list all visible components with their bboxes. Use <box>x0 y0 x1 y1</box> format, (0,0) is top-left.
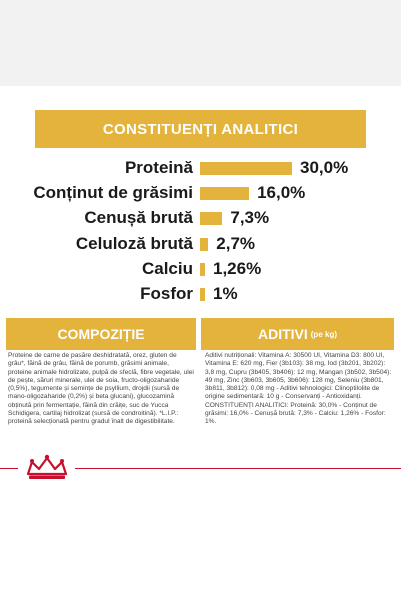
constituent-bar <box>200 238 208 251</box>
top-background <box>0 0 401 86</box>
constituent-bar <box>200 212 222 225</box>
additives-text: Aditivi nutriționali: Vitamina A: 30500 UI, Vitamina D3: 800 UI, Vitamina E: 620 mg, Fier (3b103): 38 mg, Iod (3b201, 3b202): 3,8 mg, Cupru (3b405, 3b406): 12 mg, Mangan (3b502, 3b504): 49 mg, Zinc (3b603, 3b605, 3b606): 128 mg, Seleniu (3b801, 3b811, 3b812): 0,08 mg - Aditivi tehnologici: Clinoptilolite de origine sedimentară: 10 g - Conservanți - Antioxidanți. CONSTITUENȚI ANALITICI: Proteină: 30,0% - Conținut de grăsimi: 16,0% - Cenușă brută: 7,3% - Calciu: 1,26% - Fosfor: 1%. <box>205 352 392 426</box>
constituent-value: 30,0% <box>300 158 349 177</box>
constituent-row <box>0 206 401 230</box>
constituent-row <box>0 257 401 281</box>
constituent-bar <box>200 162 292 175</box>
constituent-bar <box>200 263 205 276</box>
analytic-constituents-banner <box>35 110 366 148</box>
constituent-label: Proteină <box>124 158 193 177</box>
constituent-row <box>0 282 401 306</box>
additives-header <box>201 318 394 350</box>
divider-line <box>75 468 401 469</box>
constituent-label: Conținut de grăsimi <box>33 183 193 203</box>
constituent-label: Fosfor <box>140 283 193 303</box>
constituent-bar <box>200 187 249 200</box>
constituent-bar <box>200 288 205 301</box>
constituent-value: 16,0% <box>257 183 306 203</box>
constituent-label: Cenușă brută <box>84 208 193 228</box>
composition-title: COMPOZIȚIE <box>57 326 145 342</box>
crown-logo-icon <box>22 452 72 484</box>
constituent-value: 1% <box>213 283 238 303</box>
constituent-value: 2,7% <box>216 233 256 253</box>
constituent-label: Celuloză brută <box>75 233 193 253</box>
composition-header <box>6 318 196 350</box>
bottom-background <box>0 500 401 601</box>
additives-title: ADITIVI <box>257 326 308 342</box>
banner-title: CONSTITUENȚI ANALITICI <box>102 120 299 138</box>
composition-text: Proteine de carne de pasăre deshidratată, orez, gluten de grâu*, făină de grâu, făină de porumb, grăsimi animale, proteine animale hidrolizate, pulpă de sfeclă, fibre vegetale, ulei de pește, săruri minerale, ulei de soia, fructo-oligozaharide (0,5%), tegumente și semințe de psyllium, drojdii (sursă de mano-oligozaharide (0,2%) și beta glucani), glucozamină obținută prin fermentație, făină din crăițe, suc de Yucca Schidigera, cartilaj hidrolizat (sursă de condroitină). *L.I.P.: proteină selecționată pentru gradul înalt de digestibilitate. <box>8 352 194 426</box>
constituents-chart <box>0 156 401 307</box>
constituent-row <box>0 181 401 205</box>
divider-line-left <box>0 468 18 469</box>
additives-unit: (pe kg) <box>310 329 337 339</box>
constituent-label: Calciu <box>141 258 193 278</box>
constituent-row <box>0 232 401 256</box>
constituent-value: 7,3% <box>230 208 270 228</box>
constituent-row <box>0 156 401 180</box>
constituent-value: 1,26% <box>213 258 262 278</box>
